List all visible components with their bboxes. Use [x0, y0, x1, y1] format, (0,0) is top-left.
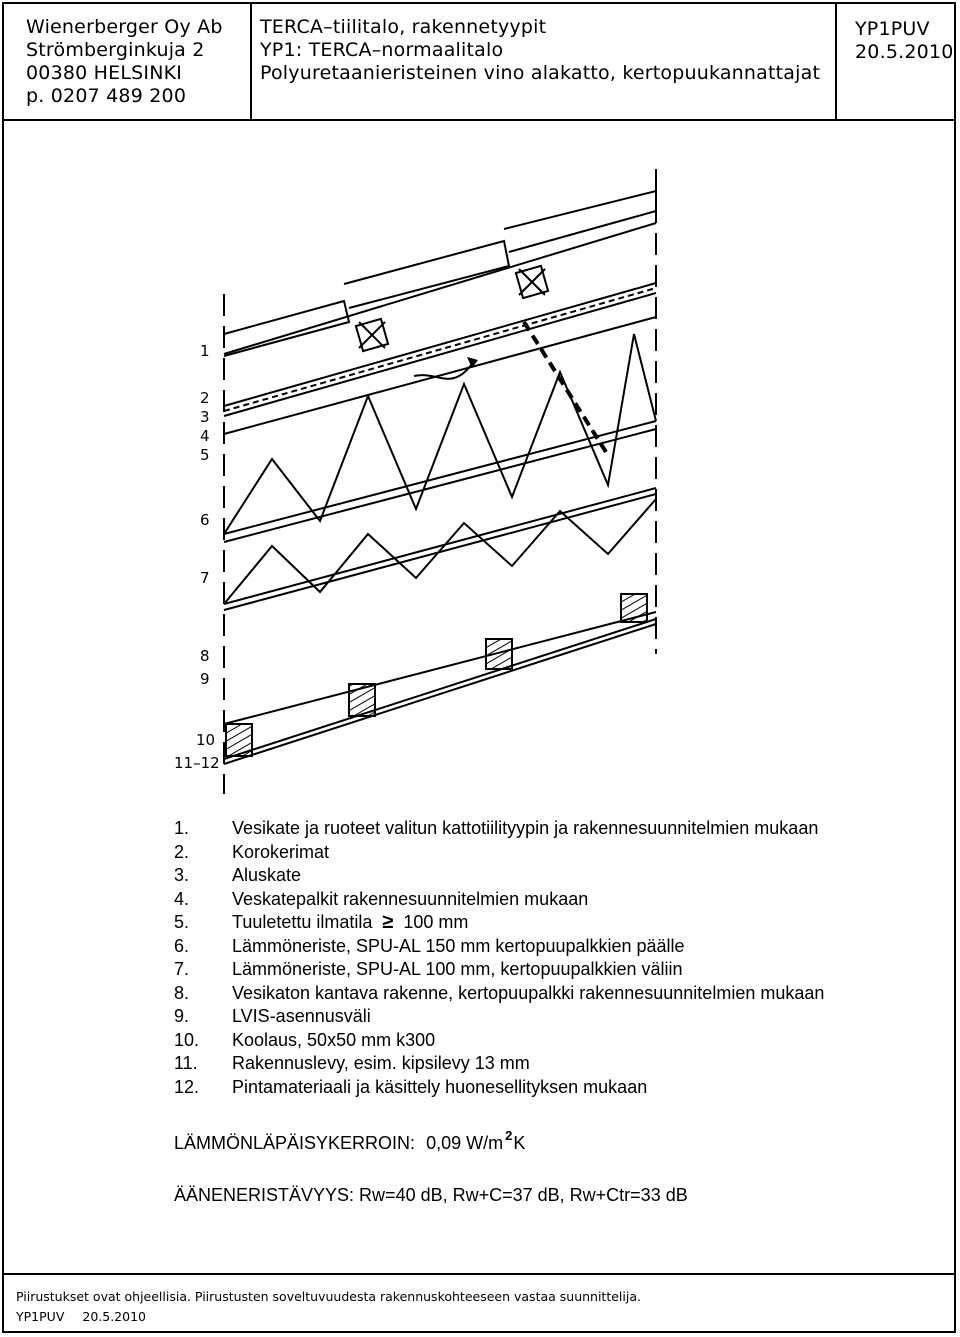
layer-number-2: 2	[200, 389, 210, 407]
roof-tiles	[224, 191, 656, 356]
underlay-bottom	[224, 293, 656, 416]
airflow-arrow	[414, 362, 476, 379]
title-line-2: YP1: TERCA–normaalitalo	[260, 39, 504, 61]
sound-insulation: ÄÄNENERISTÄVYYS: Rw=40 dB, Rw+C=37 dB, Rw+Ctr=33 dB	[174, 1185, 688, 1205]
insulation-6-zigzag	[224, 334, 656, 534]
u-value-label: LÄMMÖNLÄPÄISYKERROIN:	[174, 1133, 416, 1153]
title-cell	[252, 4, 837, 119]
legend-item-5: 5. Tuuletettu ilmatila ≥ 100 mm	[174, 911, 469, 933]
u-value-exponent: 2	[505, 1128, 513, 1143]
legend-item-8: 8. Vesikaton kantava rakenne, kertopuupalkki rakennesuunnitelmien mukaan	[174, 982, 825, 1003]
layer-number-11-12: 11–12	[174, 754, 220, 772]
u-value-unit: K	[513, 1133, 526, 1153]
board-bottom-1	[224, 619, 656, 759]
layer-number-3: 3	[200, 408, 210, 426]
legend-item-11: 11. Rakennuslevy, esim. kipsilevy 13 mm	[174, 1053, 530, 1073]
drawing-date: 20.5.2010	[855, 41, 954, 63]
footer-date: 20.5.2010	[82, 1309, 146, 1324]
layer-number-8: 8	[200, 647, 210, 665]
insulation-6-bottom	[224, 421, 656, 534]
layer-number-10: 10	[196, 731, 216, 749]
layer-number-4: 4	[200, 427, 210, 445]
drawing-code: YP1PUV	[855, 18, 930, 40]
underlay-top	[224, 283, 656, 406]
board-top	[224, 612, 656, 724]
thermal-transmittance	[174, 1128, 526, 1156]
legend-item-9: 9. LVIS-asennusväli	[174, 1006, 371, 1026]
insulation-7-zigzag	[224, 499, 656, 604]
legend-5-value: 100 mm	[403, 912, 469, 932]
footer-ref	[16, 1309, 164, 1324]
legend-item-1: 1. Vesikate ja ruoteet valitun kattotiilityypin ja rakennesuunnitelmien mukaan	[174, 818, 819, 838]
drawing-sheet	[2, 2, 956, 1333]
legend-item-7: 7. Lämmöneriste, SPU-AL 100 mm, kertopuupalkkien väliin	[174, 959, 683, 979]
insulation-7-bottom	[224, 488, 656, 604]
legend-item-3: 3. Aluskate	[174, 865, 302, 885]
company-cell	[4, 4, 252, 119]
legend-item-6: 6. Lämmöneriste, SPU-AL 150 mm kertopuupalkkien päälle	[174, 935, 685, 956]
layer-lines	[224, 223, 656, 764]
footer-code: YP1PUV	[16, 1309, 65, 1324]
board-bottom-2	[224, 624, 656, 764]
legend-item-4: 4. Veskatepalkit rakennesuunnitelmien mukaan	[174, 888, 589, 909]
footer-disclaimer: Piirustukset ovat ohjeellisia. Piirustusten soveltuvuudesta rakennuskohteeseen vastaa suunnittelija.	[16, 1289, 641, 1304]
company-phone: p. 0207 489 200	[26, 85, 187, 107]
greater-equal-symbol: ≥	[382, 911, 394, 933]
underlay-dashed	[224, 288, 656, 411]
battens	[226, 594, 647, 756]
code-cell	[837, 4, 954, 119]
layer-number-1: 1	[200, 342, 210, 360]
legend-item-12: 12. Pintamateriaali ja käsittely huonesellityksen mukaan	[174, 1076, 648, 1097]
u-value: 0,09 W/m	[426, 1133, 504, 1153]
title-block	[4, 4, 954, 121]
title-line-1: TERCA–tiilitalo, rakennetyypit	[260, 16, 547, 38]
layer-number-9: 9	[200, 670, 210, 688]
company-name: Wienerberger Oy Ab	[26, 16, 223, 38]
title-line-3: Polyuretaanieristeinen vino alakatto, kertopuukannattajat	[260, 62, 821, 84]
layer-number-6: 6	[200, 511, 210, 529]
company-street: Strömberginkuja 2	[26, 39, 205, 61]
legend-item-2: 2. Korokerimat	[174, 841, 330, 862]
layer-number-5: 5	[200, 446, 210, 464]
roof-section-diagram	[4, 121, 954, 801]
legend-item-10: 10. Koolaus, 50x50 mm k300	[174, 1029, 436, 1050]
layer-number-7: 7	[200, 569, 210, 587]
company-city: 00380 HELSINKI	[26, 62, 183, 84]
footer	[4, 1273, 954, 1331]
